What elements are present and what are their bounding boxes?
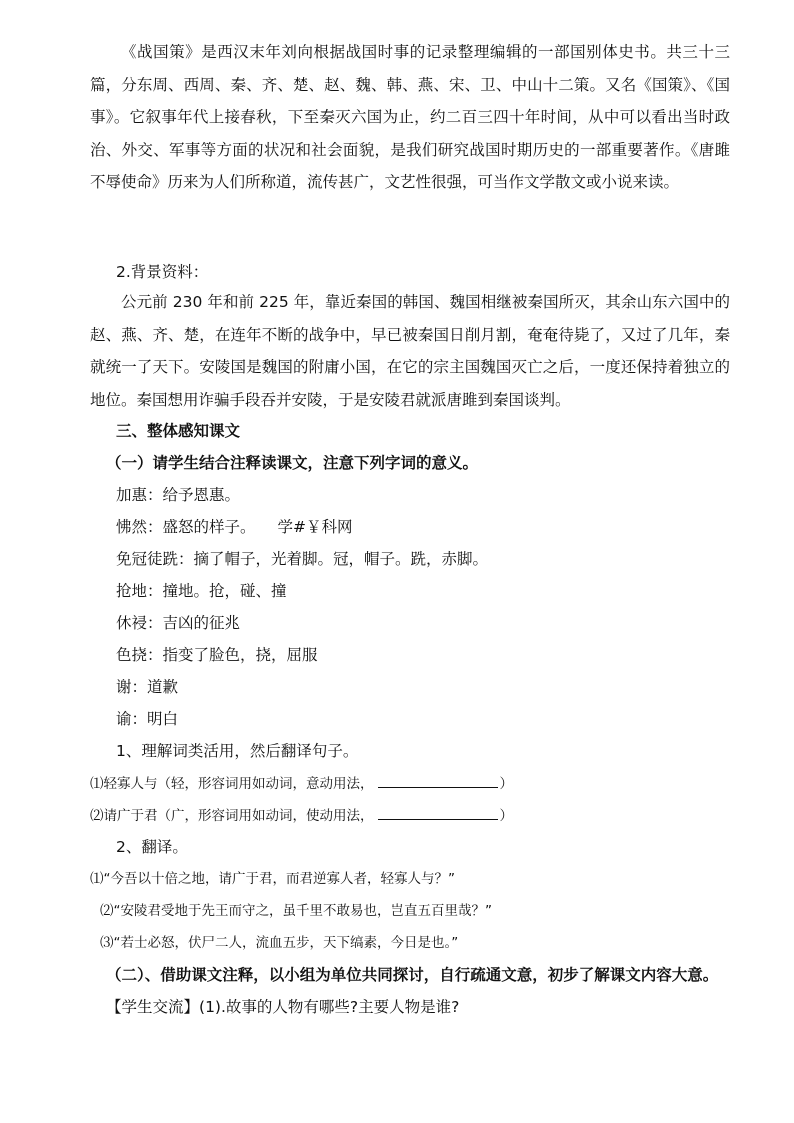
vocab-item: 休祲：吉凶的征兆 <box>116 614 241 632</box>
student-exchange <box>106 997 459 1017</box>
exchange-label: 【学生交流】 <box>106 998 200 1016</box>
question-suffix: ） <box>499 808 513 824</box>
translation-item: ⑶“若士必怒，伏尸二人，流血五步，天下缟素，今日是也。” <box>100 935 459 951</box>
vocab-item: 谕：明白 <box>116 710 179 728</box>
question-1-item <box>90 773 513 794</box>
vocab-item: 抢地：撞地。抢，碰、撞 <box>116 582 287 600</box>
background-heading: 2.背景资料： <box>116 263 209 281</box>
answer-blank[interactable] <box>378 805 498 820</box>
question-text: ⑴轻寡人与（轻，形容词用如动词，意动用法， <box>90 776 374 792</box>
watermark-text: 学#￥科网 <box>277 518 353 536</box>
vocab-item: 加惠：给予恩惠。 <box>116 486 241 504</box>
subsection-2-heading: （二）、借助课文注释，以小组为单位共同探讨，自行疏通文意，初步了解课文内容大意。 <box>106 966 719 984</box>
question-suffix: ） <box>499 776 513 792</box>
vocab-item: 谢：道歉 <box>116 678 179 696</box>
vocab-text: 怫然：盛怒的样子。 <box>116 518 256 536</box>
translation-item: ⑴“今吾以十倍之地，请广于君，而君逆寡人者，轻寡人与？” <box>90 871 455 887</box>
subsection-1-heading: （一）请学生结合注释读课文，注意下列字词的意义。 <box>106 454 479 472</box>
question-1-item <box>90 805 513 826</box>
background-paragraph: 公元前 230 年和前 225 年，靠近秦国的韩国、魏国相继被秦国所灭，其余山东六国中的赵、燕、齐、楚，在连年不断的战争中，早已被秦国日削月割，奄奄待毙了，又过了几年，秦就统一了天下。安陵国是魏国的附庸小国，在它的宗主国魏国灭亡之后，一度还保持着独立的地位。秦国想用诈骗手段吞并安陵，于是安陵君就派唐雎到秦国谈判。 <box>90 293 730 409</box>
exchange-question: (1).故事的人物有哪些?主要人物是谁? <box>199 998 460 1016</box>
translation-item: ⑵“安陵君受地于先王而守之，虽千里不敢易也，岂直五百里哉？” <box>100 903 492 919</box>
question-1-heading: 1、理解词类活用，然后翻译句子。 <box>116 742 359 760</box>
question-2-heading: 2、翻译。 <box>116 838 188 856</box>
section-heading: 三、整体感知课文 <box>116 422 241 440</box>
answer-blank[interactable] <box>378 773 498 788</box>
vocab-item: 免冠徒跣：摘了帽子，光着脚。冠，帽子。跣，赤脚。 <box>116 550 489 568</box>
vocab-item: 色挠：指变了脸色，挠，屈服 <box>116 646 318 664</box>
vocab-item <box>116 517 353 537</box>
intro-paragraph: 《战国策》是西汉末年刘向根据战国时事的记录整理编辑的一部国别体史书。共三十三篇，分东周、西周、秦、齐、楚、赵、魏、韩、燕、宋、卫、中山十二策。又名《国策》、《国事》。它叙事年代上接春秋，下至秦灭六国为止，约二百三四十年时间，从中可以看出当时政治、外交、军事等方面的状况和社会面貌，是我们研究战国时期历史的一部重要著作。《唐雎不辱使命》历来为人们所称道，流传甚广，文艺性很强，可当作文学散文或小说来读。 <box>90 43 730 191</box>
question-text: ⑵请广于君（广，形容词用如动词，使动用法， <box>90 808 374 824</box>
